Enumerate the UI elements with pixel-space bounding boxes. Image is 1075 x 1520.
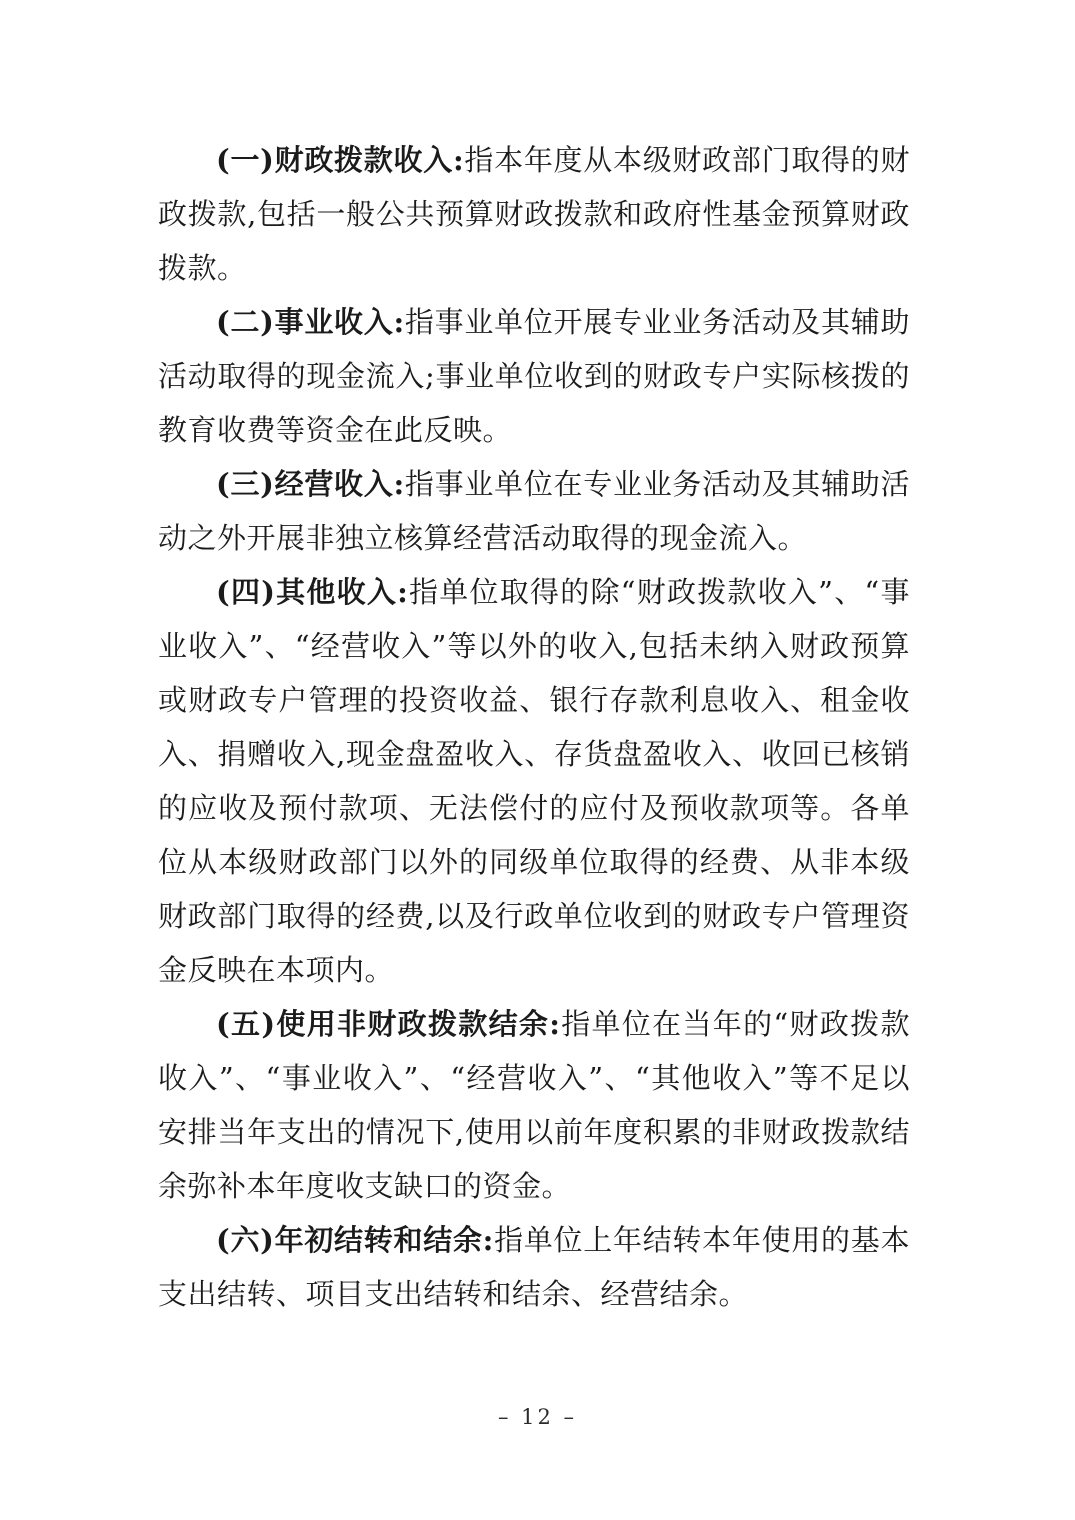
paragraph-heading: (四)其他收入: [216, 575, 409, 609]
paragraph-heading: (五)使用非财政拨款结余: [216, 1007, 561, 1041]
paragraph-heading: (二)事业收入: [216, 305, 405, 339]
paragraph-text: 指单位上年结转本年使用的基本支出结转、项目支出结转和结余、经营结余。 [158, 1223, 910, 1311]
paragraph [158, 565, 910, 997]
page-number: – 12 – [497, 1405, 578, 1429]
paragraph [158, 997, 910, 1213]
paragraph-text: 指单位在当年的“财政拨款收入”、“事业收入”、“经营收入”、“其他收入”等不足以安排当年支出的情况下,使用以前年度积累的非财政拨款结余弥补本年度收支缺口的资金。 [158, 1007, 910, 1203]
paragraph-text: 指单位取得的除“财政拨款收入”、“事业收入”、“经营收入”等以外的收入,包括未纳入财政预算或财政专户管理的投资收益、银行存款利息收入、租金收入、捐赠收入,现金盘盈收入、存货盘盈收入、收回已核销的应收及预付款项、无法偿付的应付及预收款项等。各单位从本级财政部门以外的同级单位取得的经费、从非本级财政部门取得的经费,以及行政单位收到的财政专户管理资金反映在本项内。 [158, 575, 910, 987]
paragraph-heading: (三)经营收入: [216, 467, 405, 501]
paragraph [158, 1213, 910, 1321]
paragraph-text: 指事业单位在专业业务活动及其辅助活动之外开展非独立核算经营活动取得的现金流入。 [158, 467, 910, 555]
paragraph-heading: (一)财政拨款收入: [216, 143, 465, 177]
paragraph-heading: (六)年初结转和结余: [216, 1223, 494, 1257]
document-body [158, 133, 910, 1321]
paragraph-text: 指事业单位开展专业业务活动及其辅助活动取得的现金流入;事业单位收到的财政专户实际核拨的教育收费等资金在此反映。 [158, 305, 910, 447]
paragraph-text: 指本年度从本级财政部门取得的财政拨款,包括一般公共预算财政拨款和政府性基金预算财政拨款。 [158, 143, 910, 285]
paragraph [158, 133, 910, 295]
page-footer [0, 1403, 1075, 1431]
paragraph [158, 295, 910, 457]
paragraph [158, 457, 910, 565]
